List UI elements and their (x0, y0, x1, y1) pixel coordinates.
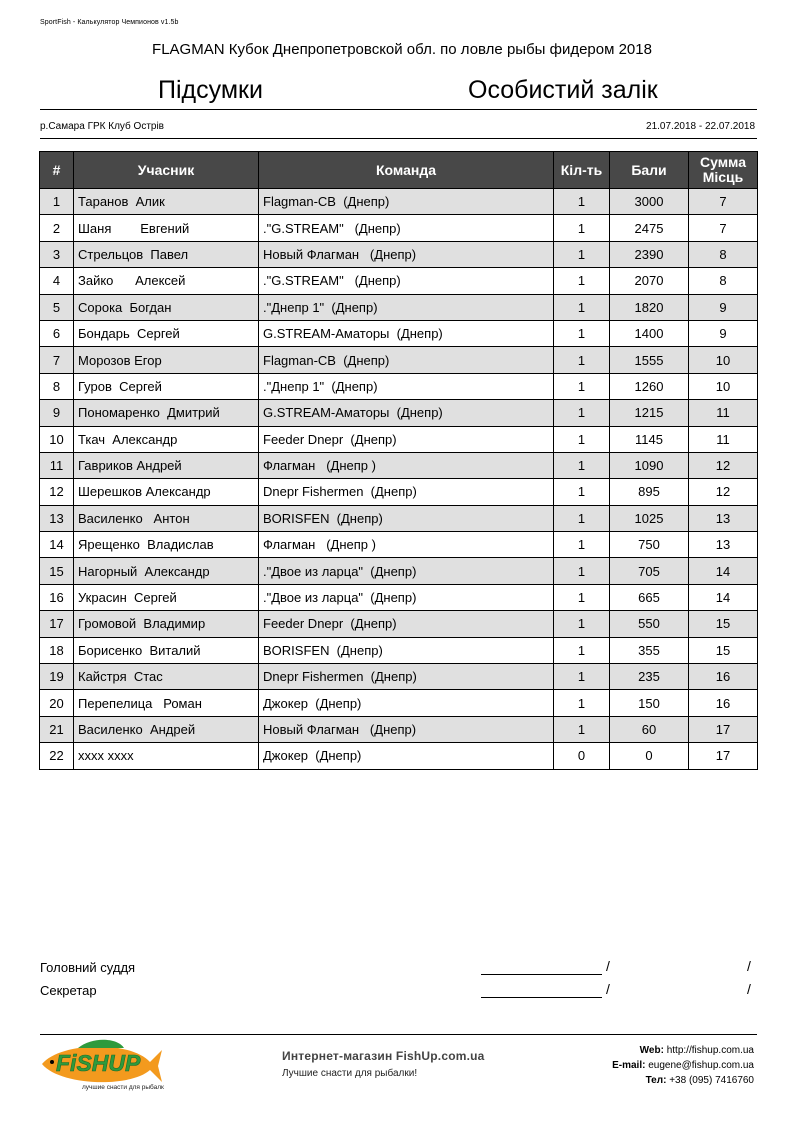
cell-team: ."G.STREAM" (Днепр) (259, 268, 554, 294)
cell-count: 1 (554, 637, 610, 663)
cell-count: 1 (554, 664, 610, 690)
cell-points: 0 (610, 743, 689, 769)
cell-team: Flagman-CB (Днепр) (259, 347, 554, 373)
cell-team: Новый Флагман (Днепр) (259, 716, 554, 742)
cell-number: 11 (40, 452, 74, 478)
cell-points: 3000 (610, 189, 689, 215)
cell-count: 1 (554, 532, 610, 558)
cell-team: Джокер (Днепр) (259, 743, 554, 769)
cell-participant: хххх хххх (74, 743, 259, 769)
cell-participant: Сорока Богдан (74, 294, 259, 320)
cell-number: 10 (40, 426, 74, 452)
table-row (40, 584, 758, 610)
cell-points: 705 (610, 558, 689, 584)
cell-places: 17 (689, 743, 758, 769)
cell-count: 1 (554, 373, 610, 399)
cell-places: 8 (689, 241, 758, 267)
table-row (40, 743, 758, 769)
cell-participant: Морозов Егор (74, 347, 259, 373)
cell-participant: Таранов Алик (74, 189, 259, 215)
chief-judge-slash-end: / (747, 958, 751, 974)
secretary-label: Секретар (40, 983, 97, 998)
cell-points: 1090 (610, 452, 689, 478)
cell-participant: Громовой Владимир (74, 611, 259, 637)
cell-team: Новый Флагман (Днепр) (259, 241, 554, 267)
cell-places: 14 (689, 584, 758, 610)
cell-participant: Пономаренко Дмитрий (74, 400, 259, 426)
cell-number: 14 (40, 532, 74, 558)
cell-number: 18 (40, 637, 74, 663)
cell-number: 6 (40, 320, 74, 346)
table-row (40, 479, 758, 505)
cell-participant: Василенко Антон (74, 505, 259, 531)
column-header-count: Кіл-ть (554, 152, 610, 189)
results-table (39, 151, 758, 770)
cell-number: 7 (40, 347, 74, 373)
cell-places: 13 (689, 532, 758, 558)
cell-number: 8 (40, 373, 74, 399)
cell-points: 235 (610, 664, 689, 690)
table-row (40, 690, 758, 716)
dates: 21.07.2018 - 22.07.2018 (646, 121, 755, 132)
shop-name: Интернет-магазин FishUp.com.ua (282, 1049, 485, 1063)
phone-label: Тел: (645, 1075, 667, 1086)
cell-participant: Шаня Евгений (74, 215, 259, 241)
cell-team: G.STREAM-Аматоры (Днепр) (259, 400, 554, 426)
cell-places: 9 (689, 320, 758, 346)
cell-points: 1025 (610, 505, 689, 531)
cell-number: 20 (40, 690, 74, 716)
cell-participant: Гуров Сергей (74, 373, 259, 399)
table-row (40, 294, 758, 320)
cell-team: ."Двое из ларца" (Днепр) (259, 558, 554, 584)
cell-points: 1400 (610, 320, 689, 346)
chief-judge-signature-line (481, 974, 602, 975)
cell-team: Feeder Dnepr (Днепр) (259, 611, 554, 637)
cell-team: Feeder Dnepr (Днепр) (259, 426, 554, 452)
cell-count: 1 (554, 558, 610, 584)
svg-text:FiSHUP: FiSHUP (56, 1050, 141, 1076)
cell-participant: Украсин Сергей (74, 584, 259, 610)
cell-points: 2475 (610, 215, 689, 241)
column-header-places: Сумма Місць (689, 152, 758, 189)
contact-web (640, 1045, 754, 1056)
cell-participant: Борисенко Виталий (74, 637, 259, 663)
email-label: E-mail: (612, 1060, 646, 1071)
table-header-row (40, 152, 758, 189)
table-row (40, 452, 758, 478)
cell-team: Флагман (Днепр ) (259, 452, 554, 478)
cell-points: 1555 (610, 347, 689, 373)
cell-places: 15 (689, 611, 758, 637)
divider (40, 109, 757, 110)
cell-count: 1 (554, 189, 610, 215)
cell-team: Флагман (Днепр ) (259, 532, 554, 558)
cell-number: 1 (40, 189, 74, 215)
event-title: FLAGMAN Кубок Днепропетровской обл. по ловле рыбы фидером 2018 (152, 41, 652, 58)
fish-icon (38, 1038, 164, 1092)
cell-places: 16 (689, 664, 758, 690)
cell-participant: Кайстря Стас (74, 664, 259, 690)
cell-places: 8 (689, 268, 758, 294)
cell-points: 750 (610, 532, 689, 558)
cell-number: 2 (40, 215, 74, 241)
page-subtitle: Особистий залік (468, 76, 658, 104)
cell-number: 12 (40, 479, 74, 505)
cell-number: 19 (40, 664, 74, 690)
contact-email (612, 1060, 754, 1071)
app-label: SportFish - Калькулятор Чемпионов v1.5b (40, 19, 179, 26)
cell-points: 1215 (610, 400, 689, 426)
cell-count: 1 (554, 294, 610, 320)
page-title: Підсумки (158, 76, 263, 104)
chief-judge-label: Головний суддя (40, 960, 136, 975)
cell-participant: Бондарь Сергей (74, 320, 259, 346)
cell-participant: Зайко Алексей (74, 268, 259, 294)
cell-participant: Шерешков Александр (74, 479, 259, 505)
cell-count: 1 (554, 716, 610, 742)
cell-team: ."Днепр 1" (Днепр) (259, 294, 554, 320)
cell-number: 3 (40, 241, 74, 267)
table-row (40, 505, 758, 531)
table-row (40, 215, 758, 241)
cell-points: 355 (610, 637, 689, 663)
cell-points: 895 (610, 479, 689, 505)
cell-participant: Стрельцов Павел (74, 241, 259, 267)
table-row (40, 400, 758, 426)
cell-places: 12 (689, 479, 758, 505)
cell-count: 1 (554, 400, 610, 426)
table-row (40, 664, 758, 690)
cell-number: 9 (40, 400, 74, 426)
cell-team: Dnepr Fishermen (Днепр) (259, 479, 554, 505)
column-header-participant: Учасник (74, 152, 259, 189)
table-row (40, 611, 758, 637)
cell-count: 0 (554, 743, 610, 769)
cell-points: 1145 (610, 426, 689, 452)
cell-number: 16 (40, 584, 74, 610)
phone-value: +38 (095) 7416760 (669, 1075, 754, 1086)
cell-places: 17 (689, 716, 758, 742)
cell-team: Flagman-CB (Днепр) (259, 189, 554, 215)
venue: р.Самара ГРК Клуб Острів (40, 121, 164, 132)
table-row (40, 373, 758, 399)
cell-count: 1 (554, 452, 610, 478)
cell-team: ."Двое из ларца" (Днепр) (259, 584, 554, 610)
table-row (40, 716, 758, 742)
cell-participant: Гавриков Андрей (74, 452, 259, 478)
contact-phone (646, 1075, 754, 1086)
cell-places: 11 (689, 400, 758, 426)
column-header-number: # (40, 152, 74, 189)
email-link[interactable]: eugene@fishup.com.ua (648, 1060, 754, 1071)
shop-slogan: Лучшие снасти для рыбалки! (282, 1068, 418, 1079)
cell-participant: Перепелица Роман (74, 690, 259, 716)
cell-places: 13 (689, 505, 758, 531)
svg-text:лучшие снасти для рыбалки: лучшие снасти для рыбалки (82, 1084, 164, 1091)
cell-number: 4 (40, 268, 74, 294)
table-row (40, 320, 758, 346)
web-label: Web: (639, 1045, 664, 1056)
cell-places: 15 (689, 637, 758, 663)
cell-number: 22 (40, 743, 74, 769)
cell-places: 16 (689, 690, 758, 716)
cell-count: 1 (554, 268, 610, 294)
cell-points: 2070 (610, 268, 689, 294)
table-row (40, 426, 758, 452)
cell-count: 1 (554, 505, 610, 531)
cell-points: 550 (610, 611, 689, 637)
table-row (40, 241, 758, 267)
cell-participant: Василенко Андрей (74, 716, 259, 742)
cell-places: 7 (689, 215, 758, 241)
table-row (40, 558, 758, 584)
web-link[interactable]: http://fishup.com.ua (666, 1045, 754, 1056)
secretary-signature-line (481, 997, 602, 998)
cell-number: 15 (40, 558, 74, 584)
cell-count: 1 (554, 611, 610, 637)
cell-participant: Ярещенко Владислав (74, 532, 259, 558)
cell-points: 150 (610, 690, 689, 716)
cell-count: 1 (554, 479, 610, 505)
secretary-slash-end: / (747, 981, 751, 997)
divider (40, 138, 757, 139)
table-row (40, 347, 758, 373)
table-row (40, 532, 758, 558)
cell-count: 1 (554, 584, 610, 610)
column-header-points: Бали (610, 152, 689, 189)
table-row (40, 189, 758, 215)
cell-places: 9 (689, 294, 758, 320)
cell-count: 1 (554, 320, 610, 346)
cell-number: 13 (40, 505, 74, 531)
cell-team: BORISFEN (Днепр) (259, 637, 554, 663)
cell-points: 60 (610, 716, 689, 742)
cell-places: 7 (689, 189, 758, 215)
cell-points: 2390 (610, 241, 689, 267)
table-row (40, 268, 758, 294)
cell-places: 11 (689, 426, 758, 452)
cell-places: 10 (689, 347, 758, 373)
cell-places: 14 (689, 558, 758, 584)
cell-team: ."G.STREAM" (Днепр) (259, 215, 554, 241)
cell-count: 1 (554, 241, 610, 267)
cell-number: 5 (40, 294, 74, 320)
cell-team: Dnepr Fishermen (Днепр) (259, 664, 554, 690)
cell-count: 1 (554, 690, 610, 716)
cell-count: 1 (554, 347, 610, 373)
cell-team: G.STREAM-Аматоры (Днепр) (259, 320, 554, 346)
cell-participant: Нагорный Александр (74, 558, 259, 584)
cell-points: 1260 (610, 373, 689, 399)
column-header-team: Команда (259, 152, 554, 189)
cell-places: 12 (689, 452, 758, 478)
cell-points: 665 (610, 584, 689, 610)
fishup-logo (38, 1038, 164, 1092)
footer-divider (40, 1034, 757, 1035)
cell-team: Джокер (Днепр) (259, 690, 554, 716)
cell-count: 1 (554, 426, 610, 452)
cell-participant: Ткач Александр (74, 426, 259, 452)
cell-number: 17 (40, 611, 74, 637)
cell-count: 1 (554, 215, 610, 241)
table-row (40, 637, 758, 663)
cell-team: BORISFEN (Днепр) (259, 505, 554, 531)
secretary-slash: / (606, 981, 610, 997)
chief-judge-slash: / (606, 958, 610, 974)
cell-points: 1820 (610, 294, 689, 320)
cell-number: 21 (40, 716, 74, 742)
cell-places: 10 (689, 373, 758, 399)
cell-team: ."Днепр 1" (Днепр) (259, 373, 554, 399)
